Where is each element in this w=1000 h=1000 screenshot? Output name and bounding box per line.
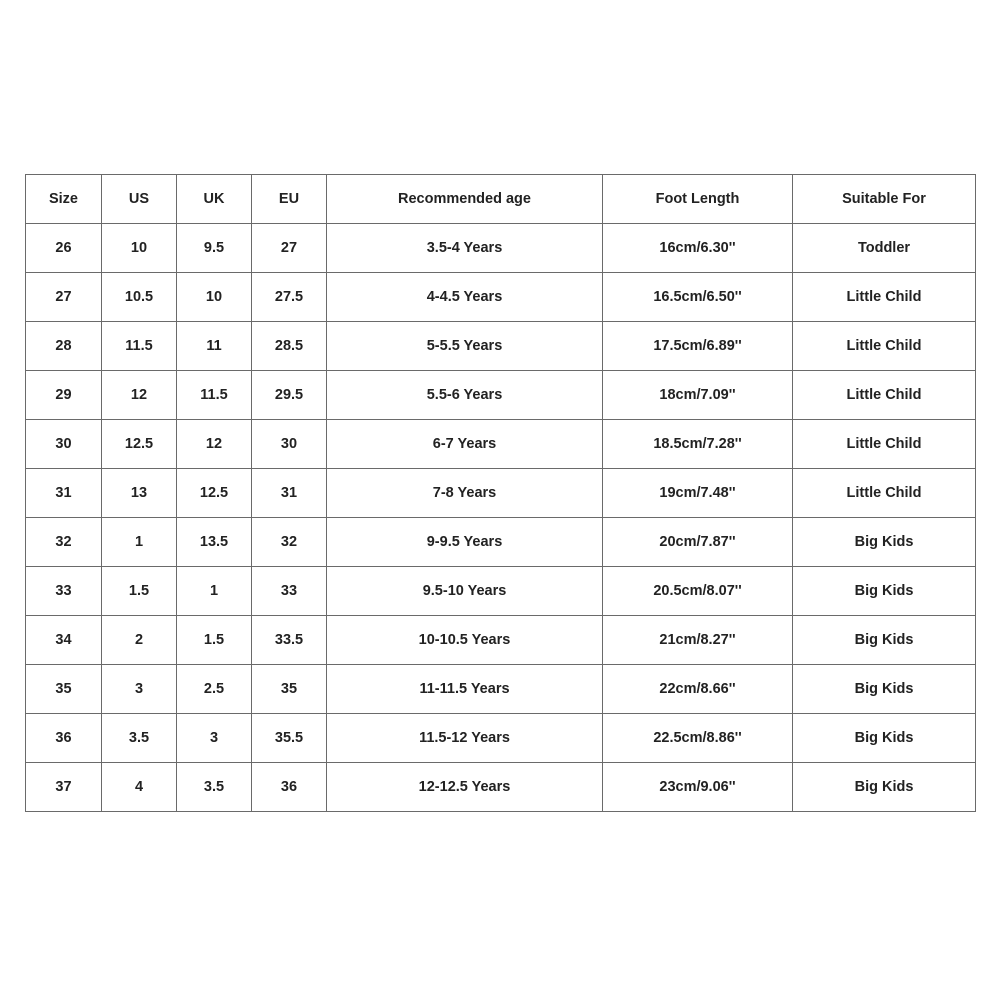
us-cell: 1 bbox=[102, 518, 177, 567]
table-row bbox=[26, 714, 976, 763]
age-cell: 11.5-12 Years bbox=[327, 714, 603, 763]
uk-cell: 2.5 bbox=[177, 665, 252, 714]
us-cell: 3.5 bbox=[102, 714, 177, 763]
size-cell: 27 bbox=[26, 273, 102, 322]
us-cell: 2 bbox=[102, 616, 177, 665]
age-cell: 4-4.5 Years bbox=[327, 273, 603, 322]
eu-cell: 28.5 bbox=[252, 322, 327, 371]
table-row bbox=[26, 420, 976, 469]
eu-cell: 27 bbox=[252, 224, 327, 273]
foot-length-cell: 19cm/7.48'' bbox=[603, 469, 793, 518]
age-cell: 3.5-4 Years bbox=[327, 224, 603, 273]
header-row bbox=[26, 175, 976, 224]
uk-cell: 3.5 bbox=[177, 763, 252, 812]
size-chart-table bbox=[25, 174, 976, 812]
us-cell: 10.5 bbox=[102, 273, 177, 322]
uk-cell: 12.5 bbox=[177, 469, 252, 518]
eu-cell: 33 bbox=[252, 567, 327, 616]
suitable-for-cell: Little Child bbox=[793, 273, 976, 322]
foot-length-cell: 18.5cm/7.28'' bbox=[603, 420, 793, 469]
size-cell: 30 bbox=[26, 420, 102, 469]
suitable-for-cell: Little Child bbox=[793, 322, 976, 371]
header-uk: UK bbox=[177, 175, 252, 224]
uk-cell: 9.5 bbox=[177, 224, 252, 273]
foot-length-cell: 16cm/6.30'' bbox=[603, 224, 793, 273]
suitable-for-cell: Big Kids bbox=[793, 665, 976, 714]
table-row bbox=[26, 763, 976, 812]
table-row bbox=[26, 665, 976, 714]
age-cell: 12-12.5 Years bbox=[327, 763, 603, 812]
us-cell: 11.5 bbox=[102, 322, 177, 371]
uk-cell: 11 bbox=[177, 322, 252, 371]
size-cell: 29 bbox=[26, 371, 102, 420]
header-foot-length: Foot Length bbox=[603, 175, 793, 224]
eu-cell: 36 bbox=[252, 763, 327, 812]
suitable-for-cell: Little Child bbox=[793, 371, 976, 420]
suitable-for-cell: Big Kids bbox=[793, 518, 976, 567]
age-cell: 5-5.5 Years bbox=[327, 322, 603, 371]
eu-cell: 30 bbox=[252, 420, 327, 469]
table-row bbox=[26, 273, 976, 322]
us-cell: 10 bbox=[102, 224, 177, 273]
uk-cell: 11.5 bbox=[177, 371, 252, 420]
uk-cell: 1.5 bbox=[177, 616, 252, 665]
suitable-for-cell: Big Kids bbox=[793, 616, 976, 665]
table-row bbox=[26, 567, 976, 616]
suitable-for-cell: Big Kids bbox=[793, 714, 976, 763]
foot-length-cell: 20cm/7.87'' bbox=[603, 518, 793, 567]
uk-cell: 3 bbox=[177, 714, 252, 763]
us-cell: 4 bbox=[102, 763, 177, 812]
eu-cell: 35 bbox=[252, 665, 327, 714]
size-cell: 26 bbox=[26, 224, 102, 273]
header-us: US bbox=[102, 175, 177, 224]
eu-cell: 35.5 bbox=[252, 714, 327, 763]
size-cell: 31 bbox=[26, 469, 102, 518]
suitable-for-cell: Little Child bbox=[793, 469, 976, 518]
age-cell: 7-8 Years bbox=[327, 469, 603, 518]
foot-length-cell: 18cm/7.09'' bbox=[603, 371, 793, 420]
age-cell: 11-11.5 Years bbox=[327, 665, 603, 714]
us-cell: 12.5 bbox=[102, 420, 177, 469]
header-eu: EU bbox=[252, 175, 327, 224]
suitable-for-cell: Toddler bbox=[793, 224, 976, 273]
size-cell: 33 bbox=[26, 567, 102, 616]
age-cell: 6-7 Years bbox=[327, 420, 603, 469]
eu-cell: 31 bbox=[252, 469, 327, 518]
table-row bbox=[26, 224, 976, 273]
header-size: Size bbox=[26, 175, 102, 224]
table-row bbox=[26, 322, 976, 371]
age-cell: 10-10.5 Years bbox=[327, 616, 603, 665]
foot-length-cell: 22cm/8.66'' bbox=[603, 665, 793, 714]
uk-cell: 12 bbox=[177, 420, 252, 469]
suitable-for-cell: Big Kids bbox=[793, 567, 976, 616]
header-suitable-for: Suitable For bbox=[793, 175, 976, 224]
table-row bbox=[26, 371, 976, 420]
age-cell: 9-9.5 Years bbox=[327, 518, 603, 567]
uk-cell: 10 bbox=[177, 273, 252, 322]
table-row bbox=[26, 469, 976, 518]
foot-length-cell: 16.5cm/6.50'' bbox=[603, 273, 793, 322]
age-cell: 9.5-10 Years bbox=[327, 567, 603, 616]
eu-cell: 27.5 bbox=[252, 273, 327, 322]
size-cell: 28 bbox=[26, 322, 102, 371]
age-cell: 5.5-6 Years bbox=[327, 371, 603, 420]
suitable-for-cell: Big Kids bbox=[793, 763, 976, 812]
table-row bbox=[26, 616, 976, 665]
us-cell: 3 bbox=[102, 665, 177, 714]
foot-length-cell: 22.5cm/8.86'' bbox=[603, 714, 793, 763]
table-row bbox=[26, 518, 976, 567]
eu-cell: 32 bbox=[252, 518, 327, 567]
size-cell: 35 bbox=[26, 665, 102, 714]
foot-length-cell: 23cm/9.06'' bbox=[603, 763, 793, 812]
uk-cell: 13.5 bbox=[177, 518, 252, 567]
foot-length-cell: 17.5cm/6.89'' bbox=[603, 322, 793, 371]
table-body bbox=[26, 224, 976, 812]
us-cell: 12 bbox=[102, 371, 177, 420]
eu-cell: 29.5 bbox=[252, 371, 327, 420]
suitable-for-cell: Little Child bbox=[793, 420, 976, 469]
us-cell: 13 bbox=[102, 469, 177, 518]
eu-cell: 33.5 bbox=[252, 616, 327, 665]
size-cell: 32 bbox=[26, 518, 102, 567]
size-cell: 37 bbox=[26, 763, 102, 812]
size-cell: 36 bbox=[26, 714, 102, 763]
header-recommended-age: Recommended age bbox=[327, 175, 603, 224]
us-cell: 1.5 bbox=[102, 567, 177, 616]
uk-cell: 1 bbox=[177, 567, 252, 616]
foot-length-cell: 21cm/8.27'' bbox=[603, 616, 793, 665]
foot-length-cell: 20.5cm/8.07'' bbox=[603, 567, 793, 616]
size-cell: 34 bbox=[26, 616, 102, 665]
